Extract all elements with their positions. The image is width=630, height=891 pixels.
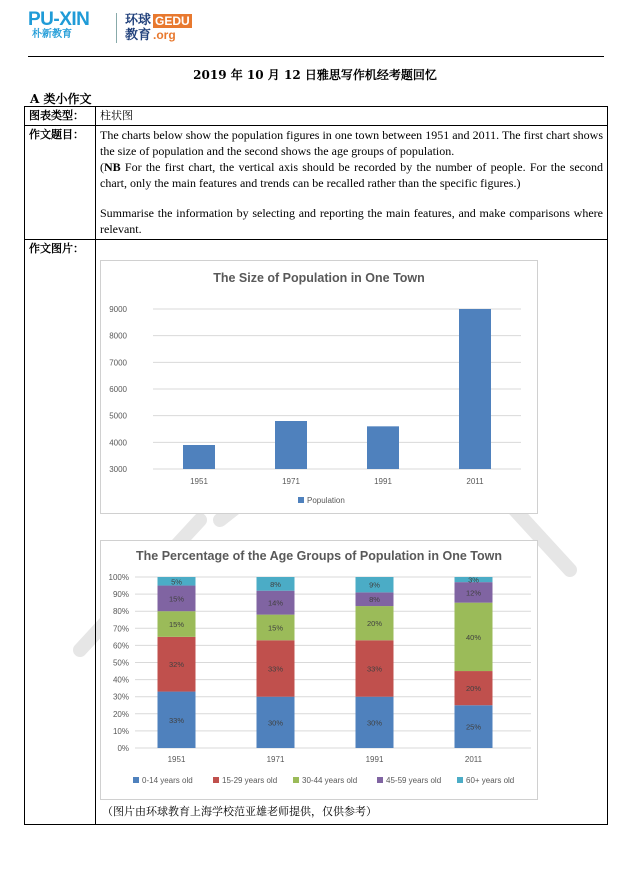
y-tick-label: 7000	[109, 358, 127, 368]
legend-label: 0-14 years old	[142, 776, 193, 785]
data-label: 9%	[369, 580, 380, 590]
x-tick-label: 1971	[266, 755, 285, 764]
prompt-paragraph-1: The charts below show the population figures in one town between 1951 and 2011. The first chart shows the size of population and the second shows the age groups of population.	[100, 128, 603, 158]
prompt-paragraph-nb	[100, 159, 603, 191]
section-heading: A 类小作文	[30, 92, 92, 106]
bar	[183, 445, 215, 469]
gedu-logo-cn1: 环球	[125, 13, 152, 28]
y-tick-label: 3000	[109, 465, 127, 474]
y-tick-label: 90%	[112, 590, 129, 600]
bar	[367, 426, 399, 469]
data-label: 30%	[366, 718, 383, 728]
legend-swatch	[293, 777, 299, 783]
y-tick-label: 100%	[108, 573, 129, 582]
y-tick-label: 30%	[112, 692, 129, 702]
chart-title: The Size of Population in One Town	[213, 271, 425, 285]
x-tick-label: 1991	[365, 755, 384, 764]
prompt-nb-bold: NB	[104, 160, 121, 174]
data-label: 32%	[168, 660, 185, 670]
data-label: 8%	[369, 595, 380, 605]
y-tick-label: 9000	[109, 305, 127, 314]
header-logos	[28, 10, 192, 46]
data-label: 33%	[267, 664, 284, 674]
x-tick-label: 1991	[374, 477, 392, 486]
data-label: 5%	[171, 577, 182, 587]
y-tick-label: 50%	[112, 658, 129, 668]
y-tick-label: 8000	[109, 331, 127, 341]
prompt-nb-open: (	[100, 160, 104, 174]
puxin-logo-sub: 朴新教育	[32, 29, 72, 40]
y-tick-label: 40%	[112, 675, 129, 685]
logo-divider	[116, 13, 117, 43]
legend-swatch	[457, 777, 463, 783]
gedu-logo-cn2: 教育	[125, 28, 152, 43]
legend-swatch	[213, 777, 219, 783]
prompt-row	[25, 126, 608, 240]
legend-swatch	[298, 497, 304, 503]
y-tick-label: 10%	[112, 726, 129, 736]
y-tick-label: 70%	[112, 624, 129, 634]
data-label: 20%	[366, 619, 383, 629]
x-tick-label: 2011	[464, 755, 483, 764]
chart-title: The Percentage of the Age Groups of Population in One Town	[136, 549, 502, 563]
data-label: 15%	[267, 623, 284, 633]
legend-swatch	[377, 777, 383, 783]
data-label: 3%	[468, 575, 479, 585]
y-tick-label: 80%	[112, 607, 129, 617]
legend-label: 15-29 years old	[222, 776, 278, 785]
legend-swatch	[133, 777, 139, 783]
question-table	[24, 106, 608, 825]
x-tick-label: 1951	[167, 755, 186, 764]
y-tick-label: 6000	[109, 385, 127, 394]
y-tick-label: 20%	[112, 709, 129, 719]
x-tick-label: 1971	[282, 477, 300, 486]
y-tick-label: 5000	[109, 411, 127, 421]
prompt-label: 作文题目：	[25, 126, 96, 240]
population-chart-svg	[101, 261, 537, 513]
x-tick-label: 2011	[466, 477, 484, 486]
data-label: 12%	[465, 588, 482, 598]
legend-label: 45-59 years old	[386, 776, 442, 785]
data-label: 40%	[465, 632, 482, 642]
data-label: 15%	[168, 594, 185, 604]
y-tick-label: 0%	[117, 744, 129, 753]
prompt-nb-rest: For the first chart, the vertical axis should be recorded by the number of people. For the second chart, only the main features and trends can be recalled rather than the specific figures.)	[100, 160, 603, 190]
y-tick-label: 60%	[112, 641, 129, 651]
data-label: 14%	[267, 598, 284, 608]
data-label: 30%	[267, 718, 284, 728]
chart-type-label: 图表类型：	[25, 107, 96, 126]
prompt-paragraph-3: Summarise the information by selecting and reporting the main features, and make comparisons where relevant.	[100, 206, 603, 236]
prompt-text	[96, 126, 608, 240]
image-row	[25, 240, 608, 825]
y-tick-label: 4000	[109, 438, 127, 448]
data-label: 15%	[168, 620, 185, 630]
gedu-logo	[125, 13, 192, 43]
age-groups-chart-svg	[101, 541, 537, 799]
data-label: 33%	[168, 715, 185, 725]
puxin-logo-text: PU-XIN	[28, 9, 90, 30]
image-label: 作文图片：	[25, 240, 96, 825]
data-label: 8%	[270, 579, 281, 589]
bar	[459, 309, 491, 469]
data-label: 25%	[465, 722, 482, 732]
bar	[275, 421, 307, 469]
chart-type-value: 柱状图	[96, 107, 608, 126]
data-label: 33%	[366, 664, 383, 674]
puxin-logo	[28, 11, 112, 45]
image-caption: （图片由环球教育上海学校范亚雄老师提供，仅供参考）	[102, 805, 377, 818]
legend-label: 60+ years old	[466, 776, 515, 785]
gedu-logo-en: GEDU	[155, 14, 190, 28]
data-label: 20%	[465, 684, 482, 694]
header-rule	[28, 56, 604, 57]
legend-label: 30-44 years old	[302, 776, 358, 785]
chart-type-row	[25, 107, 608, 126]
population-chart	[100, 260, 538, 514]
x-tick-label: 1951	[190, 477, 208, 486]
page-title: 2019 年 10 月 12 日雅思写作机经考题回忆	[193, 68, 437, 82]
image-cell	[96, 240, 608, 825]
gedu-logo-org: .org	[153, 28, 176, 42]
age-groups-chart	[100, 540, 538, 800]
legend-label: Population	[307, 496, 345, 505]
